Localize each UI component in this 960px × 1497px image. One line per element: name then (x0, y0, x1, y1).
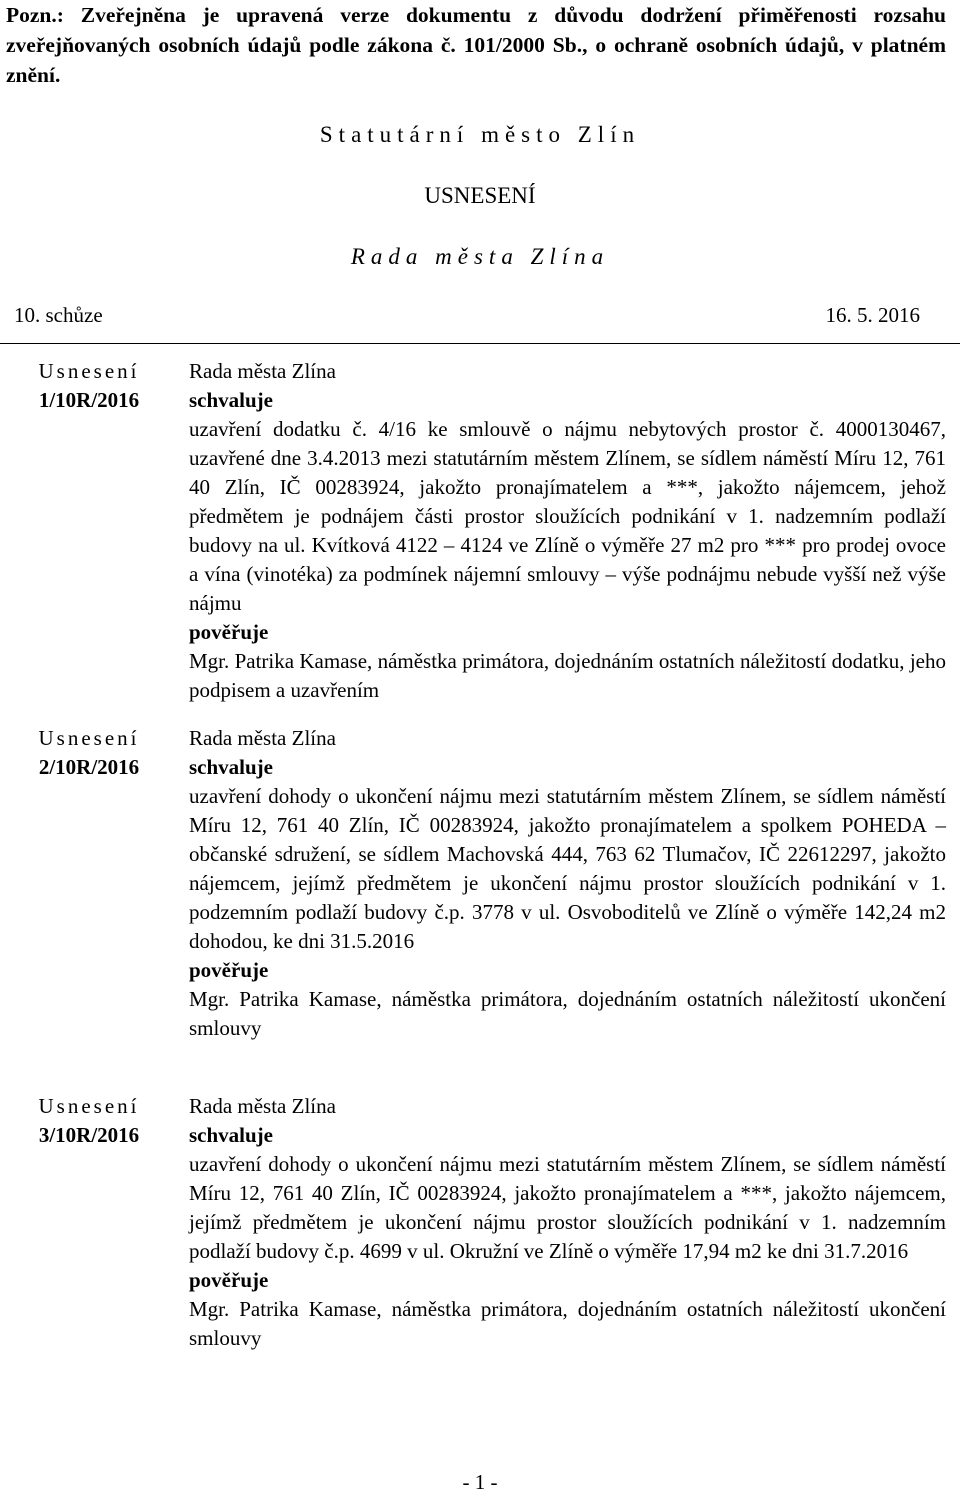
resolution-label (14, 724, 164, 782)
meeting-info (14, 301, 920, 330)
page-number: - 1 - (462, 1470, 498, 1494)
resolution-authorization-text: Mgr. Patrika Kamase, náměstka primátora, dojednáním ostatních náležitostí ukončení smlouvy (189, 1297, 946, 1350)
resolution-label (14, 357, 164, 415)
resolution-authority: Rada města Zlína (189, 1094, 336, 1118)
resolution-approval-text: uzavření dohody o ukončení nájmu mezi statutárním městem Zlínem, se sídlem náměstí Míru 12, 761 40 Zlín, IČ 00283924, jakožto pronajímatelem a spolkem POHEDA – občanské sdružení, se sídlem Machovská 444, 763 62 Tlumačov, IČ 22612297, jakožto nájemcem, jejímž předmětem je ukončení nájmu prostor sloužících podnikání v 1. podzemním podlaží budovy č.p. 3778 v ul. Osvoboditelů ve Zlíně o výměře 142,24 m2 dohodou, ke dni 31.5.2016 (189, 784, 946, 953)
resolution-verb-approves: schvaluje (189, 755, 273, 779)
resolution-label (14, 1092, 164, 1150)
meeting-session: 10. schůze (14, 303, 103, 327)
resolution-verb-approves: schvaluje (189, 1123, 273, 1147)
meeting-date: 16. 5. 2016 (825, 303, 920, 327)
privacy-note: Pozn.: Zveřejněna je upravená verze dokumentu z důvodu dodržení přiměřenosti rozsahu zveřejňovaných osobních údajů podle zákona č. 101/2000 Sb., o ochraně osobních údajů, v platném znění. (6, 3, 946, 87)
resolution-label-word: Usnesení (38, 359, 140, 383)
resolution-number: 2/10R/2016 (38, 755, 140, 779)
resolution-body (189, 357, 946, 705)
resolution-verb-authorizes: pověřuje (189, 620, 269, 644)
resolution-verb-authorizes: pověřuje (189, 958, 269, 982)
resolution-label-word: Usnesení (38, 1094, 140, 1118)
resolution-number: 3/10R/2016 (38, 1123, 140, 1147)
resolution-approval-text: uzavření dohody o ukončení nájmu mezi statutárním městem Zlínem, se sídlem náměstí Míru 12, 761 40 Zlín, IČ 00283924, jakožto pronajímatelem a ***, jakožto nájemcem, jejímž předmětem je ukončení nájmu prostor sloužících podnikání v 1. nadzemním podlaží budovy č.p. 4699 v ul. Okružní ve Zlíně o výměře 17,94 m2 ke dni 31.7.2016 (189, 1152, 946, 1263)
resolution-authority: Rada města Zlína (189, 359, 336, 383)
city-title: Statutární město Zlín (319, 122, 641, 147)
resolution-authorization-text: Mgr. Patrika Kamase, náměstka primátora, dojednáním ostatních náležitostí dodatku, jeho podpisem a uzavřením (189, 649, 946, 702)
document-title: USNESENÍ (424, 183, 536, 208)
resolution-authorization-text: Mgr. Patrika Kamase, náměstka primátora, dojednáním ostatních náležitostí ukončení smlouvy (189, 987, 946, 1040)
resolution-verb-approves: schvaluje (189, 388, 273, 412)
header-divider (0, 343, 960, 344)
resolution-body (189, 1092, 946, 1353)
resolution-body (189, 724, 946, 1043)
resolution-number: 1/10R/2016 (38, 388, 140, 412)
resolution-label-word: Usnesení (38, 726, 140, 750)
resolution-approval-text: uzavření dodatku č. 4/16 ke smlouvě o nájmu nebytových prostor č. 4000130467, uzavřené dne 3.4.2013 mezi statutárním městem Zlínem, se sídlem náměstí Míru 12, 761 40 Zlín, IČ 00283924, jakožto pronajímatelem a ***, jakožto nájemcem, jehož předmětem je podnájem části prostor sloužících podnikání v 1. nadzemním podlaží budovy na ul. Kvítková 4122 – 4124 ve Zlíně o výměře 27 m2 pro *** pro prodej ovoce a vína (vinotéka) za podmínek nájemní smlouvy – výše podnájmu nebude vyšší než výše nájmu (189, 417, 946, 615)
council-title: Rada města Zlína (350, 244, 610, 269)
resolution-authority: Rada města Zlína (189, 726, 336, 750)
resolution-verb-authorizes: pověřuje (189, 1268, 269, 1292)
